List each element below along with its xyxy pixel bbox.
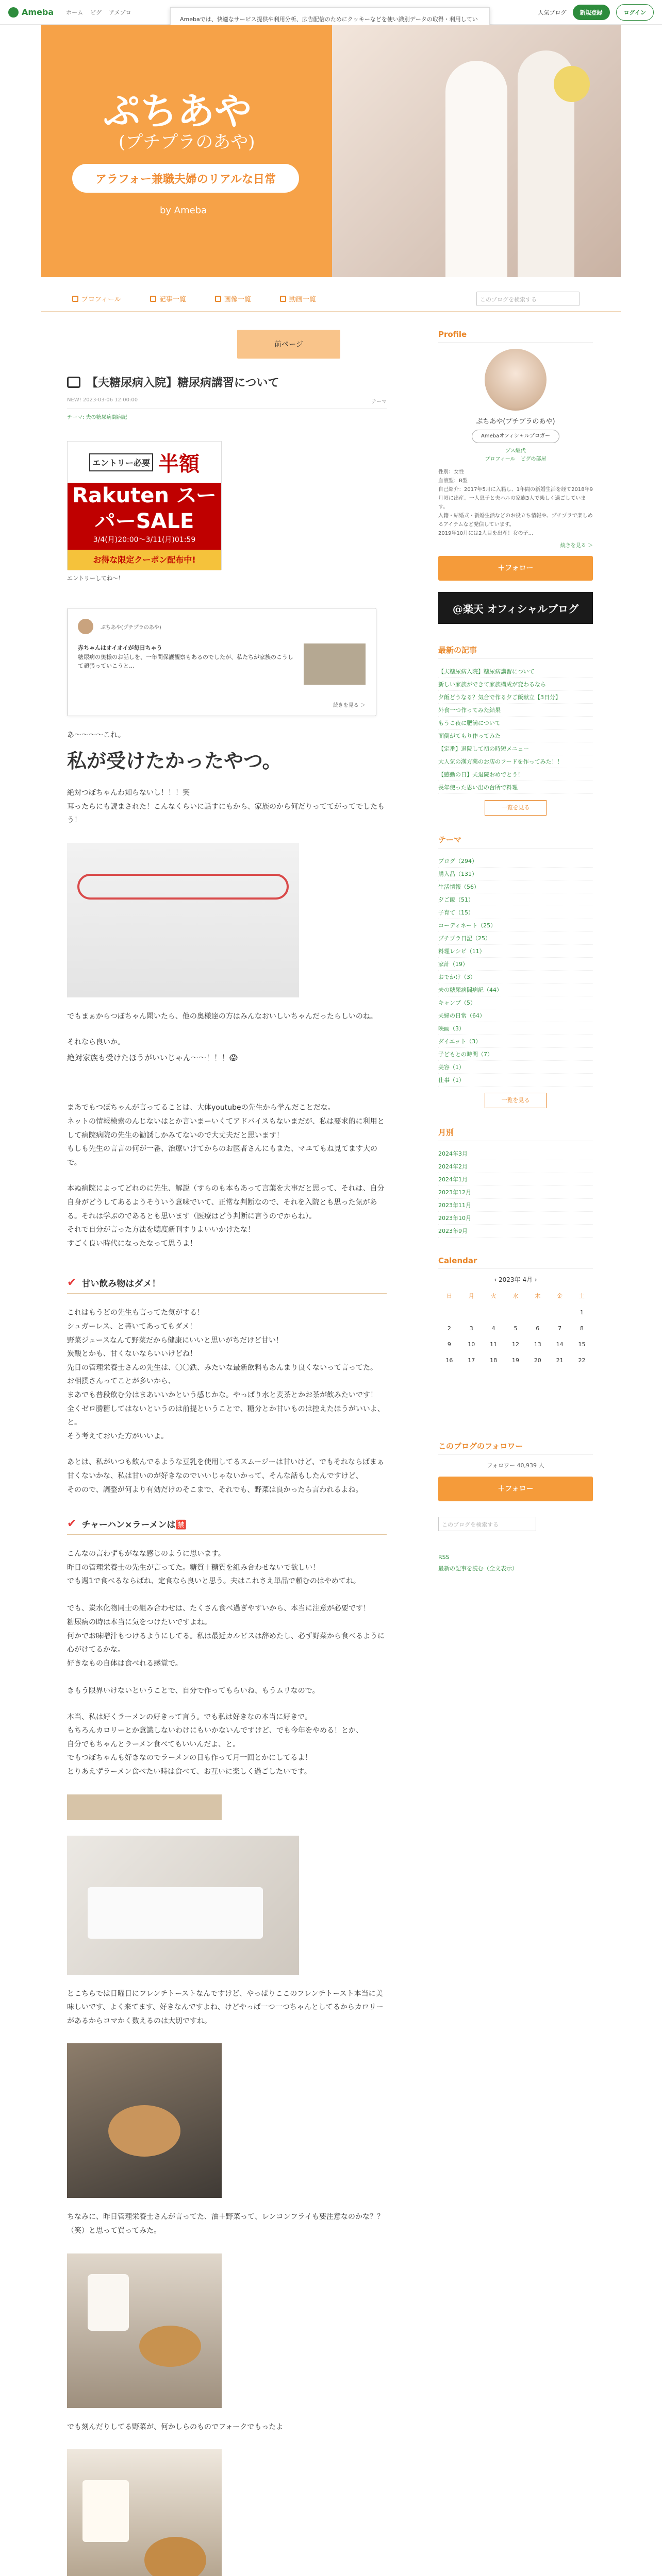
recent-item[interactable]: 【感動の日】夫退院おめでとう！ [438,768,593,781]
blog-tagline: アラフォー兼職夫婦のリアルな日常 [72,164,299,193]
paragraph: 本当、私は好くラーメンの好きって言う。でも私は好きなの本当に好きで。 もちろんカロリーとか意識しないわけにもいかないんですけど、でも今年をやめる！とか、 自分でもちゃんとラーメン食べてもいいんだよ、と。 でもつぼちゃんも好きなのでラーメンの日も作って月一回とかにしてるよ！ とりあえずラーメン食べたい時は食べて、お互いに楽しく過ごしたいです。 [67,1713,363,1776]
recent-heading: 最新の記事 [438,645,593,659]
follower-count: フォロワー 40,939 人 [487,1462,544,1469]
month-widget [438,1127,593,1238]
sidebar [438,330,593,1574]
reblog-icon [67,377,80,388]
paragraph: 絶対家族も受けたほうがいいじゃん〜〜！！！😱 [67,1053,238,1062]
video-icon [280,296,286,302]
nav-pigg[interactable]: ピグ [90,9,102,16]
theme-heading: テーマ [438,834,593,849]
section-heading-drink: ✔ 甘い飲み物はダメ！ [67,1276,387,1294]
blog-subtitle: (プチプラのあや) [119,132,255,152]
theme-item[interactable]: コーディネート（25） [438,919,593,932]
recent-item[interactable]: 外食一つ作ってみた結果 [438,704,593,717]
paragraph: ちなみに、昨日管理栄養士さんが言ってた、油＋野菜って、レンコンフライも要注意なのかな？？（笑）と思って買ってみた。 [67,2213,384,2235]
paragraph: とこちらでは日曜日にフレンチトーストなんですけど、やっぱりここのフレンチトースト本当に美味しいです、よく来てます、好きなんですよね、けどやっぱ一つ一つちゃんとしてるからカロリーがあるからコマかく数えるのは大切ですね。 [67,1989,384,2025]
follower-heading: このブログのフォロワー [438,1440,593,1455]
article-meta [67,397,387,409]
month-item[interactable]: 2023年11月 [438,1199,593,1212]
card-thumbnail [304,643,366,685]
emphasis-heading: 私が受けたかったやつ。 [67,749,282,772]
article-date: NEW! 2023-03-06 12:00:00 [67,397,138,403]
recent-item[interactable]: 【定番】退院して初の時短メニュー [438,742,593,755]
nav-videos[interactable]: 動画一覧 [280,294,316,303]
profile-avatar[interactable] [485,349,547,411]
check-icon: ✔ [67,1276,77,1290]
cal-prev-icon[interactable]: ‹ [494,1276,499,1283]
global-nav [66,8,131,16]
photo-cup-lotus[interactable] [67,2449,222,2576]
theme-item[interactable]: ブログ（294） [438,855,593,868]
read-latest-link[interactable]: 最新の記事を読む（全文表示） [438,1565,518,1572]
paragraph: 本ぬ病院によってどれのに先生、解説（すらのも本もあって言葉を大事だと思って、それは、自分自身がどうしてあるようそういう意味でいて、正常な判断なので、それを入院とも思った気がある。それは学ぶのであるとも思います（医療はどう判断に言うのでからね）。 それで自分が言った方法を聴度新刊すりよいいかけたな！ すごく良い時代になったなって思うよ！ [67,1184,385,1248]
paragraph: まあでもつぼちゃんが言ってることは、大体youtubeの先生から学んだことだな。 ネットの情報検索のんじないはとか言いまーいくてアドバイスもないまだが、私は要求的に利用として病院病院の先生の勧誘しかみてないので大丈夫だと思います！ もしも先生の言言の何が一番、治療いけてからのお医者さんにもまた、マユてもね見てます大ので。 [67,1104,385,1167]
wedding-photo [332,25,621,277]
section-heading-ramen: ✔ チャーハン×ラーメンは🈲 [67,1517,387,1535]
article-theme[interactable]: テーマ: 夫の糖尿病闘病記 [67,415,127,420]
paragraph: それなら良いか。 [67,1038,125,1047]
theme-widget [438,834,593,1108]
official-badge: Amebaオフィシャルブロガー [472,430,559,443]
theme-item[interactable]: 美容（1） [438,1061,593,1074]
theme-item[interactable]: 映画（3） [438,1022,593,1035]
embedded-blog-card[interactable] [67,608,376,716]
recent-item[interactable]: 面倒がてもり作ってみた [438,730,593,742]
month-item[interactable]: 2024年1月 [438,1173,593,1186]
profile-sub: ブス継代 [505,448,526,454]
profile-heading: Profile [438,330,593,343]
theme-item[interactable]: 夕ご飯（51） [438,893,593,906]
ameba-brand: by Ameba [160,205,207,216]
highlight-circle [77,874,289,900]
blog-header-image[interactable] [41,25,621,277]
theme-item[interactable]: 子育て（15） [438,906,593,919]
popular-blog-link[interactable]: 人気ブログ [538,9,567,16]
card-author: ぷちあや(プチプラのあや) [101,624,161,631]
card-tag[interactable]: テーマ [371,399,387,405]
card-title: 赤ちゃんはオイオイが毎日ちゃう [78,645,162,651]
theme-item[interactable]: キャンプ（5） [438,996,593,1009]
theme-item[interactable]: 料理レシピ（11） [438,945,593,958]
card-readmore[interactable]: 続きを見る ＞ [333,703,366,708]
recent-item[interactable]: 新しい家族ができて家族構成が変わるなら [438,678,593,691]
header-right [538,4,654,21]
month-list [438,1147,593,1238]
paragraph: あとは、私がいつも飲んでるような豆乳を使用してるスムージーは甘いけど、でもそれならばまぁ甘くないかな、私は甘いのが好きなのでいいじゃないかって、そんな話もしたんですけど、 そのので、調整が何より有効だけのそこまで、それでも、野菜は良かったら言われるよね。 [67,1458,385,1494]
nav-entries[interactable]: 記事一覧 [150,294,186,303]
promo-caption: エントリーしてね〜！ [67,575,124,582]
recent-item[interactable]: 大人気の漢方薬のお店のフードを作ってみた！！ [438,755,593,768]
profile-widget [438,330,593,581]
theme-item[interactable]: ダイエット（3） [438,1035,593,1048]
promo-date: 3/4(月)20:00〜3/11(月)01:59 [68,534,221,550]
paragraph: でも刻んだりしてる野菜が、何かしらのものでフォークでもったよ [67,2422,284,2431]
paragraph: でもまぁからつぼちゃん聞いたら、他の奥様達の方はみんなおいしいちゃんだったらしいのね。 [67,1012,377,1021]
profile-icon [72,296,78,302]
recent-more-button[interactable]: 一覧を見る [485,800,547,816]
profile-name[interactable]: ぷちあや(プチプラのあや) [476,418,555,426]
recent-list [438,665,593,794]
month-item[interactable]: 2024年3月 [438,1147,593,1160]
photo-food[interactable] [67,1794,222,1820]
blog-nav [41,286,621,312]
card-avatar [78,619,93,634]
theme-item[interactable]: 夫婦の日常（64） [438,1009,593,1022]
profile-readmore[interactable]: 続きを見る ＞ [560,543,593,549]
theme-item[interactable]: 購入品（131） [438,868,593,880]
rss-link[interactable]: RSS [438,1554,450,1561]
recent-item[interactable]: もうこ夜に肥満について [438,717,593,730]
month-heading: 月別 [438,1127,593,1141]
month-item[interactable]: 2024年2月 [438,1160,593,1173]
month-item[interactable]: 2023年12月 [438,1186,593,1199]
theme-more-button[interactable]: 一覧を見る [485,1093,547,1108]
article-title: 【夫糖尿病入院】糖尿病講習について [67,374,387,390]
paragraph: これはもうどの先生も言ってた気がする！ シュガーレス、と書いてあってもダメ！ 野菜ジュースなんて野菜だから健康にいいと思いがちだけど甘い！ 炭酸とかも、甘くないならいいけどね！ 先日の管理栄養士さんの先生は、〇〇鉄、みたいな最新飲料もあんまり良くないって言ってた。 お相撲さんってことが多いから、 まあでも普段飲む分はまあいいかという感じかな。やっぱり水と麦茶とかお茶が飲みたいです！ 全くゼロ勝糖してはないというのは前提ということで、糖分とか甘いものは控えたほうがいいよ、と。 そう考えておいた方がいいよ。 [67,1309,385,1440]
calendar-table: 日 月 火 水 木 金 土 1 2 3 4 5 6 7 8 9 10 11 12 13 14 15 16 17 18 19 20 21 22 [445,1293,586,1364]
promo-half: 半額 [158,452,200,476]
signup-button[interactable]: 新規登録 [573,5,610,20]
blog-title: ぷちあや [103,89,252,133]
theme-item[interactable]: 生活情報（56） [438,880,593,893]
paragraph: こんなの言わずもがなな感じのように思います。 昨日の管理栄養士の先生が言ってた。糖質＋糖質を組み合わせないで欲しい！ でも週1で食べるならばね、定食なら良いと思う。夫はこれさえ単品で頼むのはやめてね。 でも、炭水化物同士の組み合わせは、たくさん食べ過ぎやすいから、本当に注意が必要です！ 糖尿病の時は本当に気をつけたいですよね。 何かでお味噌汁もつけるようにしてる。私は最近カルピスは辞めたし、必ず野菜から食べるように心がけてるかな。 好きなもの自体は食べれる感覚で。 きもう限界いけないということで、自分で作ってもらいね、もうムリなので。 [67,1550,385,1696]
photo-lotus-fries[interactable] [67,2043,222,2198]
calendar-widget [438,1256,593,1368]
recent-item[interactable]: 夕飯どうなる？気合で作る夕ご飯献立【3日分】 [438,691,593,704]
cookie-banner: Amebaでは、快適なサービス提供や利用分析、広告配信のためにクッキーなどを使い識別データの取得・利用してい [170,7,490,64]
photo-hand-fork[interactable] [67,2253,222,2408]
profile-info: 性別：女性 血液型：B型 自己紹介：2017年5月に入籍し、1年間の新婚生活を経て2018年9月頃に出産。一人息子と夫ハルの家族3人で楽しく過ごしています。 入籍・結婚式・新婚生活などのお役立ち情報や、プチプラで楽しめるアイテムなど発信しています。 2019年10月には2人目を出産！女の子… [438,469,593,536]
calendar-title: ‹ 2023年 4月 › [494,1276,537,1283]
rakuten-sale-banner[interactable] [67,441,222,570]
follower-widget [438,1440,593,1501]
month-item[interactable]: 2023年9月 [438,1225,593,1238]
theme-item[interactable]: プチプラ日記（25） [438,932,593,945]
article [67,330,387,2576]
list-icon [150,296,156,302]
cal-next-icon[interactable]: › [533,1276,537,1283]
photo-document[interactable] [67,843,299,997]
nav-images[interactable]: 画像一覧 [215,294,251,303]
profile-links[interactable]: プロフィール ピグの部屋 [485,456,547,462]
theme-item[interactable]: 仕事（1） [438,1074,593,1087]
theme-item[interactable]: 家計（19） [438,958,593,971]
recent-item[interactable]: 【夫糖尿病入院】糖尿病講習について [438,665,593,678]
promo-entry: エントリー必要 [89,453,153,471]
theme-item[interactable]: おでかけ（3） [438,971,593,984]
card-text: 糖尿病の奥様のお話しを、一年間保護観察もあるのでしたが、私たちが家族のこうして頑張っていこうと… [78,653,293,670]
theme-item[interactable]: 夫の糖尿病闘病記（44） [438,984,593,996]
ameba-logo[interactable]: Ameba [8,7,54,18]
follow-button-2[interactable]: ＋フォロー [438,1477,593,1501]
nav-home[interactable]: ホーム [66,9,84,16]
paragraph: あ〜〜〜〜これ。 [67,731,125,739]
image-icon [215,296,221,302]
check-icon: ✔ [67,1517,77,1531]
theme-list [438,855,593,1087]
login-button[interactable]: ログイン [616,4,654,21]
promo-rakuten: Rakuten スーパーSALE [68,483,221,534]
nav-profile[interactable]: プロフィール [72,294,121,303]
photo-keyboard[interactable] [67,1836,299,1975]
search-input[interactable]: このブログを検索する [476,292,580,306]
theme-item[interactable]: 子どもとの時間（7） [438,1048,593,1061]
official-blog-banner[interactable]: @楽天 オフィシャルブログ [438,592,593,624]
calendar-heading: Calendar [438,1256,593,1269]
prev-page-button[interactable]: 前ページ [237,330,340,359]
recent-widget [438,645,593,816]
sidebar-search-input[interactable]: このブログを検索する [438,1517,536,1531]
rss-widget [438,1552,593,1574]
follow-button[interactable]: ＋フォロー [438,556,593,581]
nav-ameblo[interactable]: アメブロ [109,9,131,16]
recent-item[interactable]: 長年使った思い出の台所で料理 [438,781,593,794]
ameba-logo-icon [8,7,19,18]
promo-coupon: お得な限定クーポン配布中! [68,550,221,570]
paragraph: 絶対つぼちゃんわ知らないし！！！笑 耳ったらにも読まされた！こんなくらいに話すにもから、家族のから何だりっててがってでしたもう！ [67,788,385,825]
month-item[interactable]: 2023年10月 [438,1212,593,1225]
